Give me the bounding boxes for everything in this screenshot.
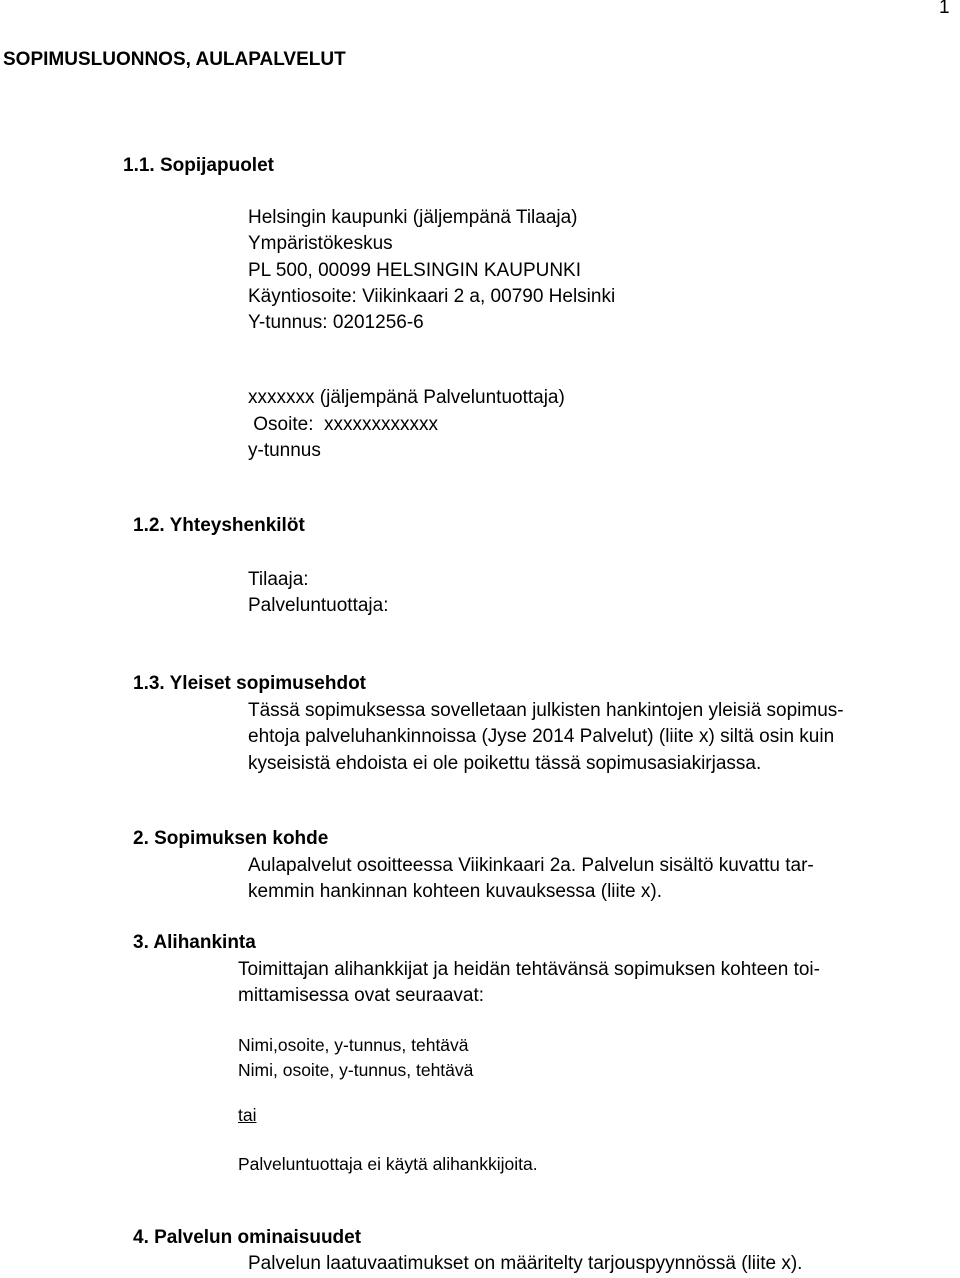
body-line: Tässä sopimuksessa sovelletaan julkisten hankintojen yleisiä sopimus- <box>248 700 844 721</box>
body-line: kemmin hankinnan kohteen kuvauksessa (liite x). <box>248 881 662 902</box>
body-line: ehtoja palveluhankinnoissa (Jyse 2014 Palvelut) (liite x) siltä osin kuin <box>248 726 835 747</box>
body-line: mittamisessa ovat seuraavat: <box>238 985 485 1006</box>
body-line: Toimittajan alihankkijat ja heidän tehtävänsä sopimuksen kohteen toi- <box>238 959 820 980</box>
or-label: tai <box>238 1105 257 1125</box>
provider-line: Osoite: xxxxxxxxxxxx <box>248 414 439 435</box>
document-title: SOPIMUSLUONNOS, AULAPALVELUT <box>3 49 346 70</box>
body-line: Palvelun laatuvaatimukset on määritelty tarjouspyynnössä (liite x). <box>248 1253 803 1274</box>
client-line: Käyntiosoite: Viikinkaari 2 a, 00790 Helsinki <box>248 286 616 307</box>
provider-line: y-tunnus <box>248 440 321 461</box>
client-line: PL 500, 00099 HELSINGIN KAUPUNKI <box>248 260 582 281</box>
page-number: 1 <box>939 0 950 18</box>
section-4-heading: 4. Palvelun ominaisuudet <box>133 1227 362 1248</box>
section-3-heading: 3. Alihankinta <box>133 932 256 953</box>
no-subcontractors-line: Palveluntuottaja ei käytä alihankkijoita. <box>238 1154 538 1174</box>
client-line: Ympäristökeskus <box>248 233 393 254</box>
section-1-1-heading: 1.1. Sopijapuolet <box>123 155 274 176</box>
subcontractor-line: Nimi, osoite, y-tunnus, tehtävä <box>238 1060 474 1080</box>
contact-line: Tilaaja: <box>248 569 309 590</box>
contact-line: Palveluntuottaja: <box>248 595 389 616</box>
section-1-3-heading: 1.3. Yleiset sopimusehdot <box>133 673 367 694</box>
subcontractor-line: Nimi,osoite, y-tunnus, tehtävä <box>238 1035 469 1055</box>
section-2-heading: 2. Sopimuksen kohde <box>133 828 329 849</box>
body-line: Aulapalvelut osoitteessa Viikinkaari 2a. Palvelun sisältö kuvattu tar- <box>248 855 814 876</box>
client-line: Helsingin kaupunki (jäljempänä Tilaaja) <box>248 207 578 228</box>
section-1-2-heading: 1.2. Yhteyshenkilöt <box>133 515 305 536</box>
client-line: Y-tunnus: 0201256-6 <box>248 312 424 333</box>
provider-line: xxxxxxx (jäljempänä Palveluntuottaja) <box>248 387 565 408</box>
body-line: kyseisistä ehdoista ei ole poikettu tässä sopimusasiakirjassa. <box>248 753 762 774</box>
